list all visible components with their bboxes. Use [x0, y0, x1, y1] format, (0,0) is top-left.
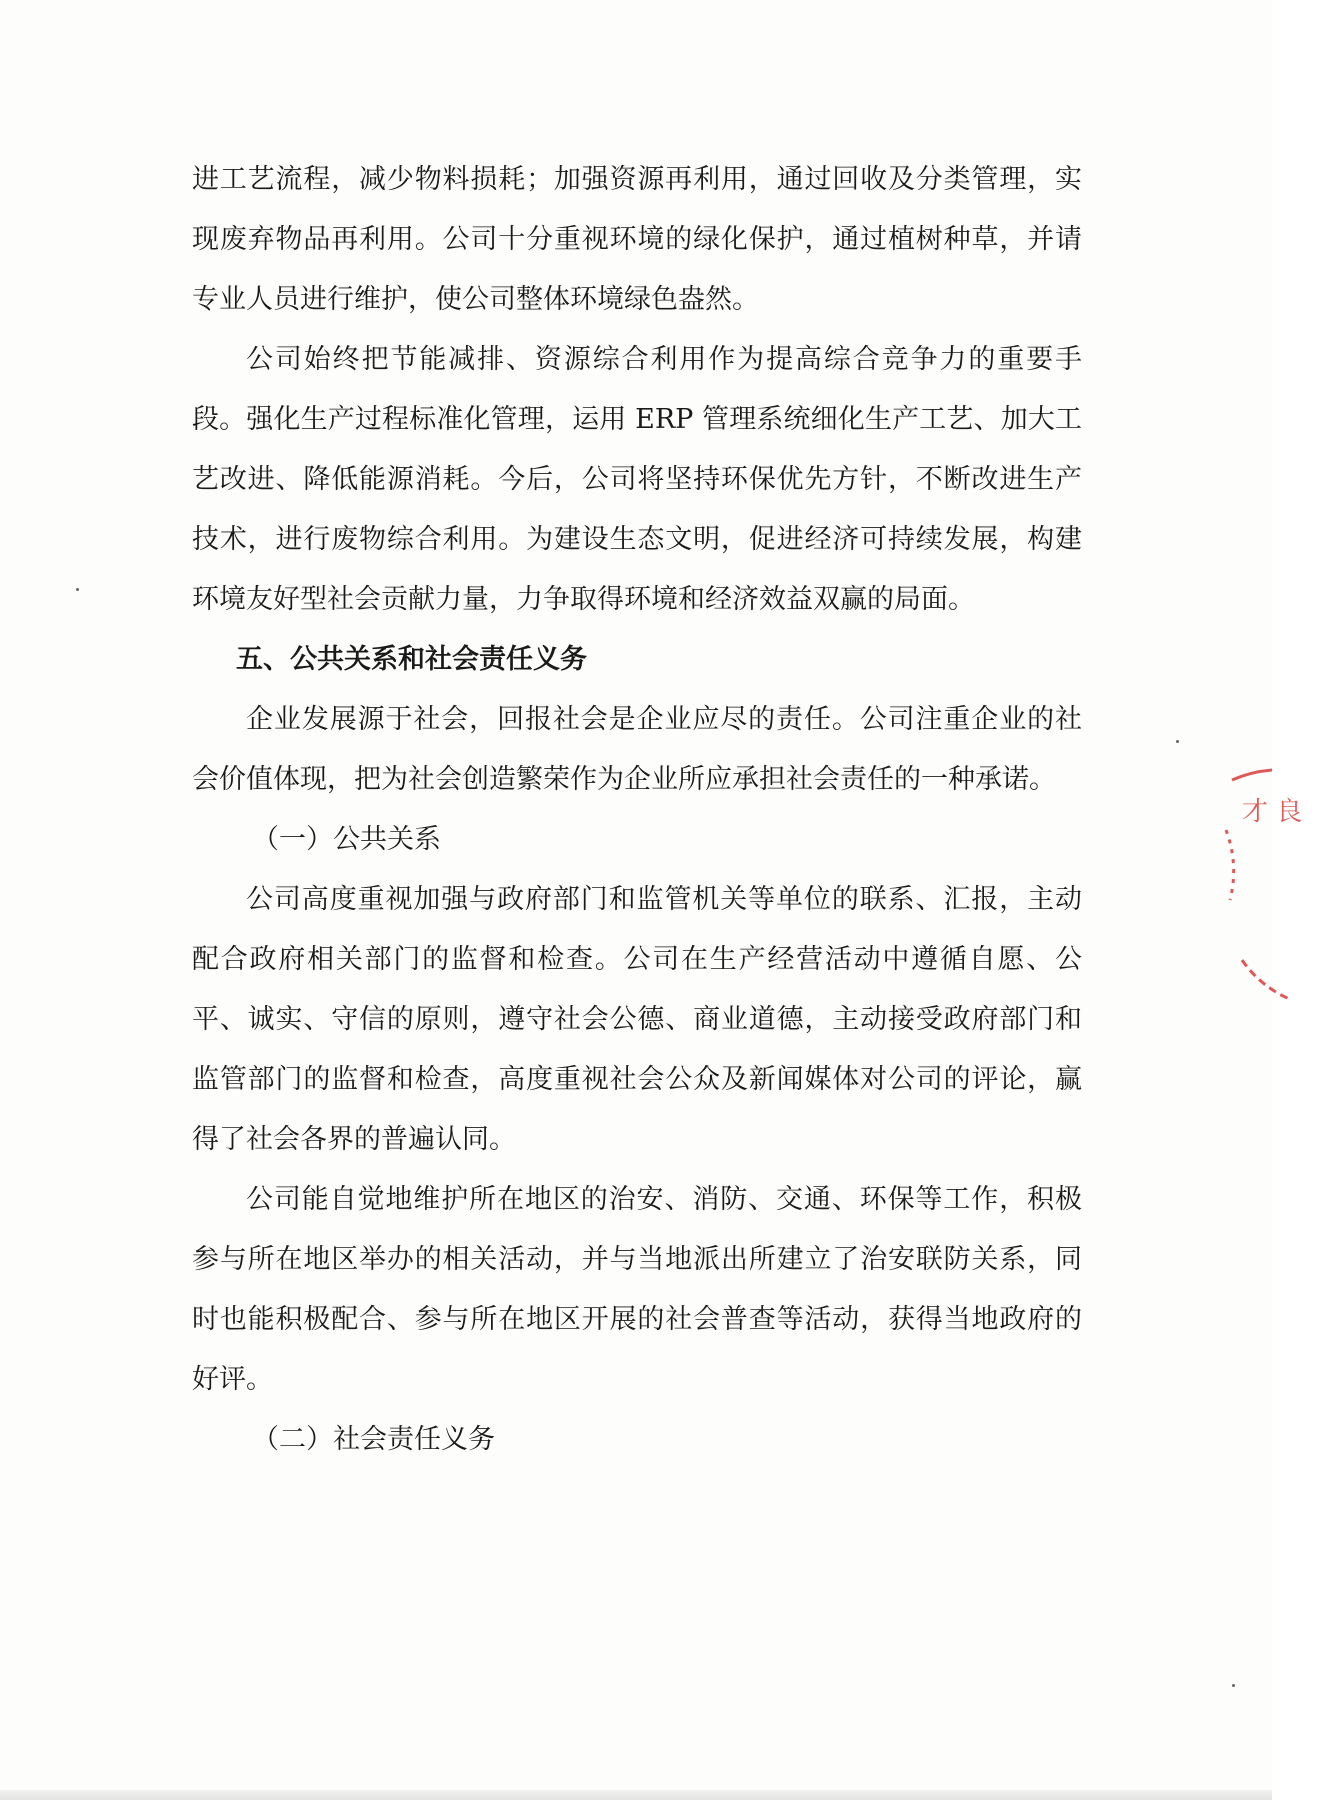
- section-five-heading: 五、公共关系和社会责任义务: [236, 644, 587, 675]
- scan-speck: [1176, 740, 1179, 743]
- paragraph-continued: 进工艺流程，减少物料损耗；加强资源再利用，通过回收及分类管理，实现废弃物品再利用。公司十分重视环境的绿化保护，通过植树种草，并请专业人员进行维护，使公司整体环境绿色盎然。: [192, 164, 1082, 315]
- subsection-social-responsibility-heading: （二）社会责任义务: [252, 1424, 495, 1455]
- scan-speck: [1232, 1684, 1235, 1687]
- scan-speck: [76, 588, 79, 591]
- document-body: [192, 150, 1082, 1470]
- paragraph-local-community: 公司能自觉地维护所在地区的治安、消防、交通、环保等工作，积极参与所在地区举办的相关活动，并与当地派出所建立了治安联防关系，同时也能积极配合、参与所在地区开展的社会普查等活动，获得当地政府的好评。: [192, 1184, 1082, 1395]
- subsection-public-relations-heading: （一）公共关系: [252, 824, 441, 855]
- seal-stamp-icon: [1212, 760, 1332, 1020]
- section-five-intro: 企业发展源于社会，回报社会是企业应尽的责任。公司注重企业的社会价值体现，把为社会创造繁荣作为企业所应承担社会责任的一种承诺。: [192, 704, 1082, 795]
- paper-edge: [0, 1790, 1272, 1800]
- paragraph-government-relations: 公司高度重视加强与政府部门和监管机关等单位的联系、汇报，主动配合政府相关部门的监督和检查。公司在生产经营活动中遵循自愿、公平、诚实、守信的原则，遵守社会公德、商业道德，主动接受政府部门和监管部门的监督和检查，高度重视社会公众及新闻媒体对公司的评论，赢得了社会各界的普遍认同。: [192, 884, 1082, 1155]
- svg-text:才 良: 才 良: [1242, 797, 1303, 827]
- paragraph-energy-saving: 公司始终把节能减排、资源综合利用作为提高综合竞争力的重要手段。强化生产过程标准化管理，运用 ERP 管理系统细化生产工艺、加大工艺改进、降低能源消耗。今后，公司将坚持环保优先方针，不断改进生产技术，进行废物综合利用。为建设生态文明，促进经济可持续发展，构建环境友好型社会贡献力量，力争取得环境和经济效益双赢的局面。: [192, 344, 1082, 615]
